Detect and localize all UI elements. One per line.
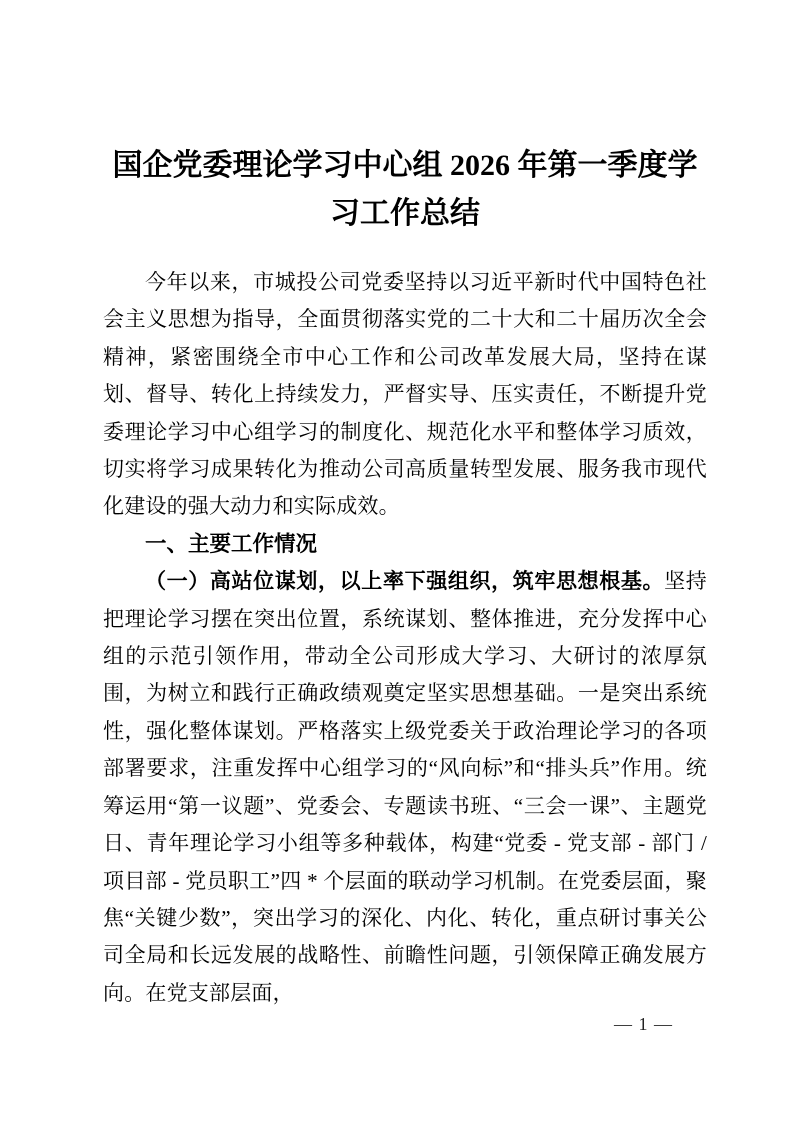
title-line-2: 习工作总结 <box>330 197 480 230</box>
document-title <box>103 142 707 238</box>
section-1-heading: 一、主要工作情况 <box>145 531 318 556</box>
subsection-1-body-2: 严格落实上级党委关于政治理论学习的各项部署要求，注重发挥中心组学习的“风向标”和“排头兵”作用。统筹运用“第一议题”、党委会、专题读书班、“三会一课”、主题党日、青年理论学习小组等多种载体，构建“党委 - 党支部 - 部门 / 项目部 - 党员职工”四 * 个层面的联动学习机制。在党委层面，聚焦“关键少数”，突出学习的深化、内化、转化，重点研讨事关公司全局和长远发展的战略性、前瞻性问题，引领保障正确发展方向。在党支部层面， <box>103 718 707 1005</box>
subsection-1-body-1: 坚持把理论学习摆在突出位置，系统谋划、整体推进，充分发挥中心组的示范引领作用，带动全公司形成大学习、大研讨的浓厚氛围，为树立和践行正确政绩观奠定坚实思想基础。 <box>103 569 707 706</box>
document-body <box>103 142 707 1012</box>
intro-paragraph: 今年以来，市城投公司党委坚持以习近平新时代中国特色社会主义思想为指导，全面贯彻落实党的二十大和二十届历次全会精神，紧密围绕全市中心工作和公司改革发展大局，坚持在谋划、督导、转化上持续发力，严督实导、压实责任，不断提升党委理论学习中心组学习的制度化、规范化水平和整体学习质效，切实将学习成果转化为推动公司高质量转型发展、服务我市现代化建设的强大动力和实际成效。 <box>103 270 707 519</box>
title-line-1: 国企党委理论学习中心组 2026 年第一季度学 <box>112 149 698 182</box>
subsection-1-paragraph <box>103 563 707 1012</box>
page-number: — 1 — <box>614 1014 673 1034</box>
subsection-1-lead: （一）高站位谋划，以上率下强组织，筑牢思想根基。 <box>145 569 665 594</box>
subsection-1-emphasis: 一是突出系统性，强化整体谋划。 <box>103 681 707 743</box>
